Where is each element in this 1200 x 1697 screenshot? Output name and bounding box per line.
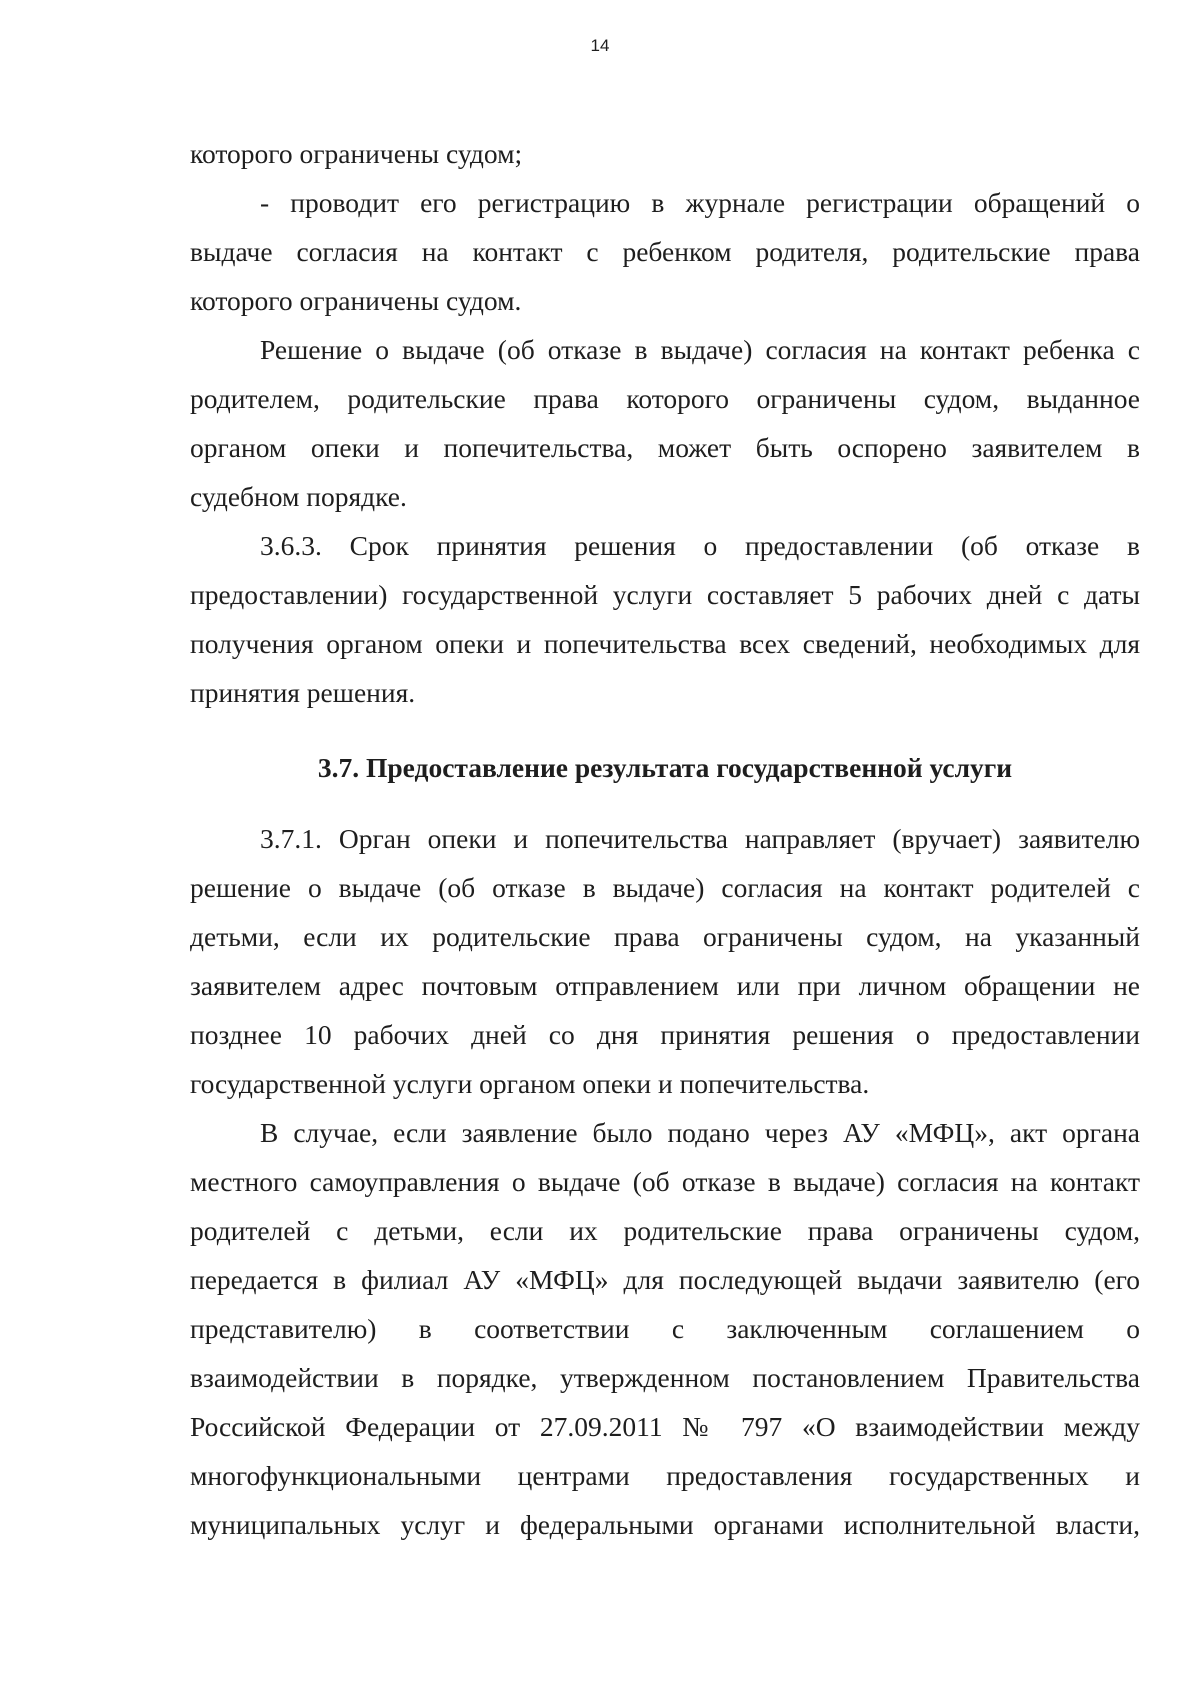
text-line: которого ограничены судом. [190,285,522,316]
text-line: детьми, если их родительские права ограничены судом, на указанный [190,921,1140,952]
document-body [190,129,1140,1549]
text-line: выдаче согласия на контакт с ребенком родителя, родительские права [190,236,1140,267]
paragraph-p4 [190,521,1140,717]
text-line: решение о выдаче (об отказе в выдаче) согласия на контакт родителей с [190,872,1140,903]
text-line: взаимодействии в порядке, утвержденном постановлением Правительства [190,1362,1140,1393]
text-line: позднее 10 рабочих дней со дня принятия решения о предоставлении [190,1019,1140,1050]
text-line: которого ограничены судом; [190,138,523,169]
text-line: местного самоуправления о выдаче (об отказе в выдаче) согласия на контакт [190,1166,1140,1197]
text-line: 3.7.1. Орган опеки и попечительства направляет (вручает) заявителю [260,823,1140,854]
paragraph-p1 [190,129,1140,178]
text-line: предоставлении) государственной услуги составляет 5 рабочих дней с даты [190,579,1140,610]
text-line: родителем, родительские права которого ограничены судом, выданное [190,383,1140,414]
text-line: представителю) в соответствии с заключенным соглашением о [190,1313,1140,1344]
text-line: 3.6.3. Срок принятия решения о предоставлении (об отказе в [260,530,1140,561]
paragraph-p3 [190,325,1140,521]
paragraph-p6 [190,1108,1140,1549]
text-line: многофункциональными центрами предоставления государственных и [190,1460,1140,1491]
text-line: Решение о выдаче (об отказе в выдаче) согласия на контакт ребенка с [260,334,1140,365]
text-line: заявителем адрес почтовым отправлением или при личном обращении не [190,970,1140,1001]
text-line: передается в филиал АУ «МФЦ» для последующей выдачи заявителю (его [190,1264,1140,1295]
paragraph-p5 [190,814,1140,1108]
page-number: 14 [590,36,610,55]
text-line: В случае, если заявление было подано через АУ «МФЦ», акт органа [260,1117,1140,1148]
text-line: Российской Федерации от 27.09.2011 № 797 «О взаимодействии между [190,1411,1140,1442]
text-line: муниципальных услуг и федеральными органами исполнительной власти, [190,1509,1140,1540]
text-line: судебном порядке. [190,481,407,512]
paragraph-p2 [190,178,1140,325]
text-line: государственной услуги органом опеки и попечительства. [190,1068,870,1099]
text-line: принятия решения. [190,677,416,708]
text-line: получения органом опеки и попечительства всех сведений, необходимых для [190,628,1140,659]
text-line: - проводит его регистрацию в журнале регистрации обращений о [260,187,1140,218]
text-line: органом опеки и попечительства, может быть оспорено заявителем в [190,432,1140,463]
text-line: родителей с детьми, если их родительские права ограничены судом, [190,1215,1140,1246]
section-heading: 3.7. Предоставление результата государственной услуги [317,752,1013,783]
